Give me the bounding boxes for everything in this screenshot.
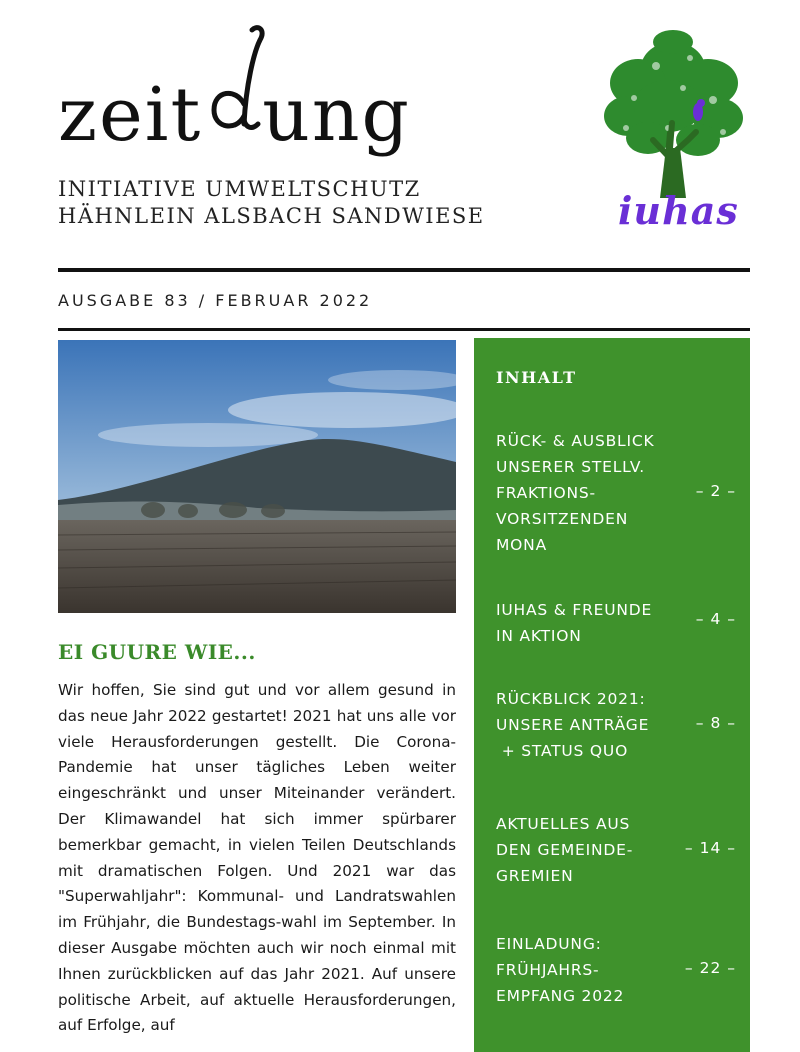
top-divider <box>58 268 750 272</box>
iuhas-logo-text: iuhas <box>618 188 739 233</box>
table-of-contents <box>474 338 750 1052</box>
toc-item-page: – 14 – <box>684 839 736 857</box>
masthead-subtitle <box>58 176 485 230</box>
masthead-title <box>58 52 411 158</box>
toc-item[interactable] <box>496 811 736 889</box>
subtitle-line-1: INITIATIVE UMWELTSCHUTZ <box>58 177 421 201</box>
article-body: Wir hoffen, Sie sind gut und vor allem gesund in das neue Jahr 2022 gestartet! 2021 hat uns alle vor viele Herausforderungen gestellt. Die Corona-Pandemie hat unser tägliches Leben weiter eingeschränkt und unser Miteinander verändert. Der Klimawandel hat sich immer spürbarer bemerkbar gemacht, in vielen Teilen Deutschlands mit dramatischen Folgen. Und 2021 war das "Superwahljahr": Kommunal- und Landratswahlen im Frühjahr, die Bundestags-wahl im September. In dieser Ausgabe möchten auch wir noch einmal mit Ihnen zurückblicken auf das Jahr 2021. Auf unsere politische Arbeit, auf aktuelle Herausforderungen, auf Erfolge, auf <box>58 681 456 1035</box>
mid-divider <box>58 328 750 331</box>
toc-item-label: EINLADUNG: FRÜHJAHRS- EMPFANG 2022 <box>496 935 625 1005</box>
toc-item[interactable] <box>496 686 736 764</box>
masthead-title-right: ung <box>262 72 411 158</box>
subtitle-line-2: HÄHNLEIN ALSBACH SANDWIESE <box>58 204 485 228</box>
toc-item[interactable] <box>496 428 736 558</box>
toc-item-page: – 8 – <box>695 714 736 732</box>
toc-item-label: AKTUELLES AUS DEN GEMEINDE- GREMIEN <box>496 815 634 885</box>
toc-title: INHALT <box>496 368 577 387</box>
toc-item-page: – 2 – <box>695 482 736 500</box>
toc-item-label: RÜCK- & AUSBLICK UNSERER STELLV. FRAKTIONS- VORSITZENDEN MONA <box>496 432 655 554</box>
toc-item-label: RÜCKBLICK 2021: UNSERE ANTRÄGE + STATUS QUO <box>496 690 650 760</box>
issue-number: AUSGABE 83 / FEBRUAR 2022 <box>58 291 373 310</box>
landscape-photo <box>58 340 456 613</box>
masthead-d-glyph <box>206 52 264 152</box>
toc-item[interactable] <box>496 597 736 649</box>
toc-item-page: – 22 – <box>684 959 736 977</box>
article-headline: EI GUURE WIE... <box>58 640 256 664</box>
toc-item-page: – 4 – <box>695 610 736 628</box>
masthead-title-left: zeit <box>58 72 203 158</box>
toc-item[interactable] <box>496 931 736 1009</box>
toc-item-label: IUHAS & FREUNDE IN AKTION <box>496 601 653 645</box>
